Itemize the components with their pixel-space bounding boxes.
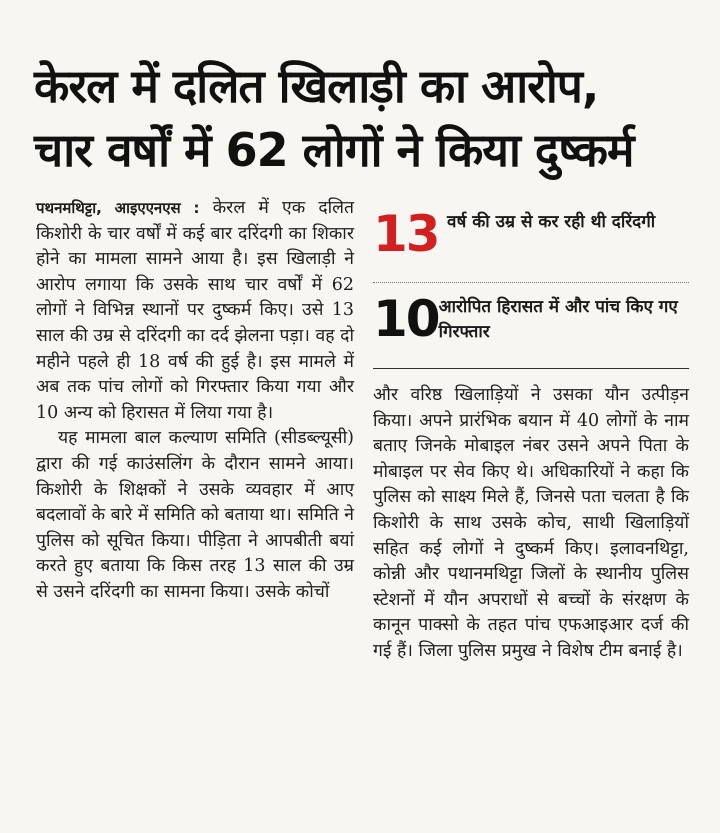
fact-divider — [373, 282, 689, 283]
fact-text-10: आरोपित हिरासत में और पांच किए गए गिरफ्तार — [438, 297, 678, 342]
article-paragraph-3: और वरिष्ठ खिलाड़ियों ने उसका यौन उत्पीड़न किया। अपने प्रारंभिक बयान में 40 लोगों के नाम बताए जिनके मोबाइल नंबर उसने अपने पिता के मोबाइल पर सेव किए थे। अधिकारियों ने कहा कि पुलिस को साक्ष्य मिले हैं, जिनसे पता चलता है कि किशोरी के साथ उसके कोच, साथी खिलाड़ियों सहित कई लोगों ने दुष्कर्म किए। इलावनथिट्टा, कोन्नी और पथानमथिट्टा जिलों के स्थानीय पुलिस स्टेशनों में यौन अपराधों से बच्चों के संरक्षण के कानून पाक्सो के तहत पांच एफआइआर दर्ज की गई हैं। जिला पुलिस प्रमुख ने विशेष टीम बनाई है। — [373, 385, 689, 661]
headline-line-1: केरल में दलित खिलाड़ी का आरोप, — [34, 59, 599, 113]
fact-box-13 — [373, 205, 689, 263]
fact-number-13: 13 — [373, 205, 439, 263]
article-paragraph-1 — [36, 196, 354, 426]
article-paragraph-2: यह मामला बाल कल्याण समिति (सीडब्ल्यूसी) द्वारा की गई काउंसलिंग के दौरान सामने आया। किशोरी के शिक्षकों ने उसके व्यवहार में आए बदलावों के बारे में समिति को बताया था। समिति ने पुलिस को सूचित किया। पीड़िता ने आपबीती बयां करते हुए बताया कि किस तरह 13 साल की उम्र से उसने दरिंदगी का सामना किया। उसके कोचों — [36, 428, 354, 602]
article-paragraph-1-text: केरल में एक दलित किशोरी के चार वर्षों में कई बार दरिंदगी का शिकार होने का मामला सामने आया है। इस खिलाड़ी ने आरोप लगाया कि उसके साथ चार वर्षों में 62 लोगों ने विभिन्न स्थानों पर दुष्कर्म किए। उसे 13 साल की उम्र से दरिंदगी का दर्द झेलना पड़ा। वह दो महीने पहले ही 18 वर्ष की हुई है। इस मामले में अब तक पांच लोगों को गिरफ्तार किया गया और 10 अन्य को हिरासत में लिया गया है। — [36, 198, 354, 423]
fact-box-10 — [373, 290, 689, 348]
article-column-right — [373, 383, 689, 665]
article-column-left — [36, 196, 354, 606]
fact-text-13: वर्ष की उम्र से कर रही थी दरिंदगी — [447, 212, 656, 232]
fact-section-rule — [373, 368, 689, 369]
fact-number-10: 10 — [373, 290, 439, 348]
headline-line-2: चार वर्षों में 62 लोगों ने किया दुष्कर्म — [34, 123, 634, 177]
headline — [34, 54, 694, 182]
dateline: पथनमथिट्टा, आइएएनएस : — [36, 199, 200, 217]
